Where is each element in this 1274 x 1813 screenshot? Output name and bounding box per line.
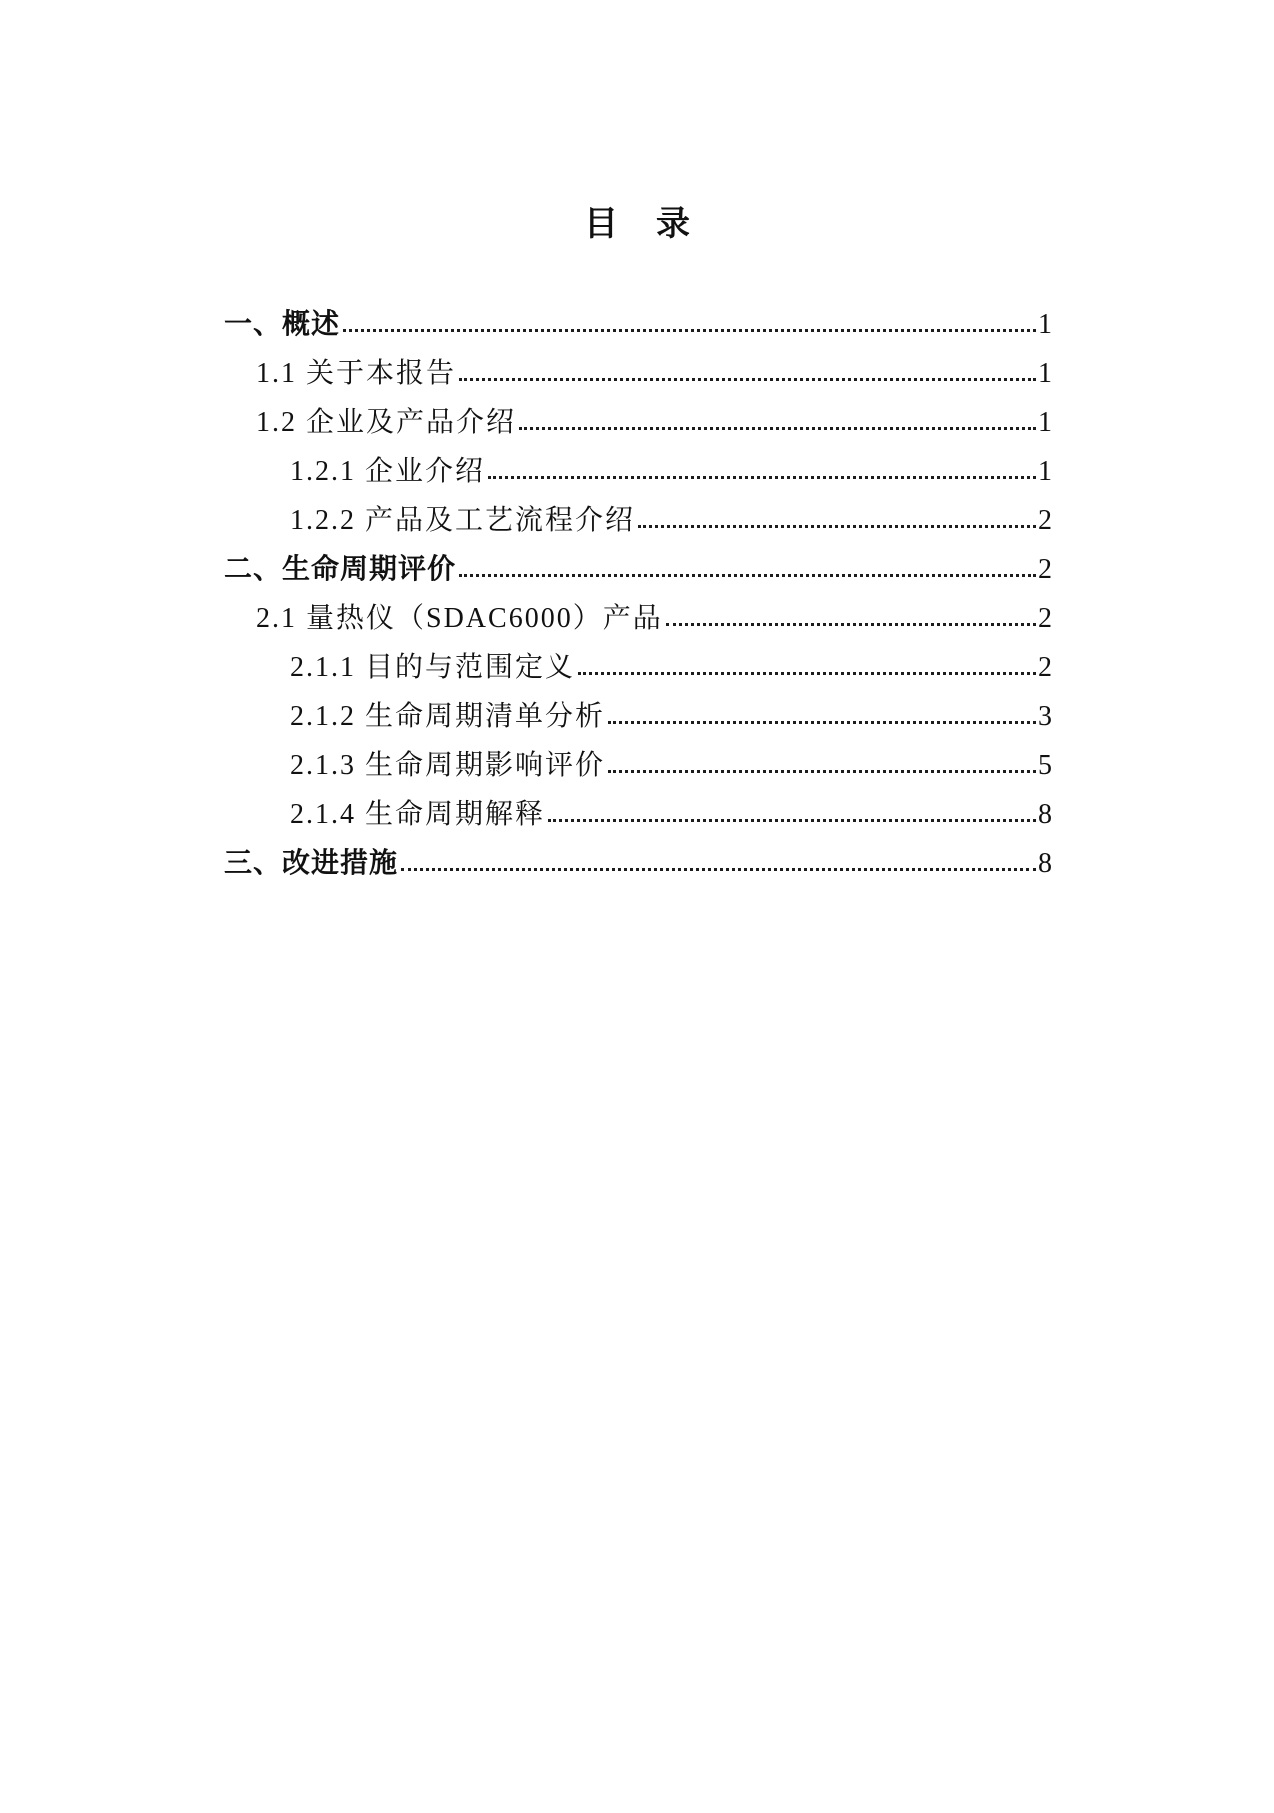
dot-leader	[608, 770, 1036, 773]
toc-entry-label: 1.2 企业及产品介绍	[256, 407, 517, 438]
toc-entry	[224, 752, 1052, 780]
dot-leader	[638, 525, 1036, 528]
dot-leader	[343, 329, 1036, 332]
toc-entry-label: 二、生命周期评价	[224, 554, 457, 585]
toc-entry-label: 1.2.2 产品及工艺流程介绍	[290, 505, 636, 536]
toc-page-number: 2	[1038, 603, 1052, 634]
toc-entry	[224, 654, 1052, 682]
dot-leader	[519, 427, 1036, 430]
toc-page-number: 2	[1038, 505, 1052, 536]
toc-entry	[224, 605, 1052, 633]
toc-entry-label: 2.1.1 目的与范围定义	[290, 652, 576, 683]
toc-page-number: 2	[1038, 652, 1052, 683]
toc-page-number: 8	[1038, 799, 1052, 830]
toc-page-number: 1	[1038, 309, 1052, 340]
toc-entry	[224, 409, 1052, 437]
toc-entry	[224, 850, 1052, 878]
toc-page-number: 8	[1038, 848, 1052, 879]
toc-entry	[224, 458, 1052, 486]
toc-page-number: 3	[1038, 701, 1052, 732]
toc-page-number: 5	[1038, 750, 1052, 781]
toc-page-number: 1	[1038, 407, 1052, 438]
toc-entry-label: 2.1.4 生命周期解释	[290, 799, 546, 830]
dot-leader	[459, 574, 1036, 577]
toc-entry-label: 2.1 量热仪（SDAC6000）产品	[256, 603, 663, 634]
toc-entry	[224, 311, 1052, 339]
toc-entry	[224, 360, 1052, 388]
table-of-contents	[224, 311, 1052, 878]
dot-leader	[608, 721, 1036, 724]
toc-entry-label: 三、改进措施	[224, 848, 399, 879]
dot-leader	[401, 868, 1036, 871]
toc-page-number: 1	[1038, 358, 1052, 389]
toc-entry	[224, 801, 1052, 829]
dot-leader	[488, 476, 1036, 479]
dot-leader	[578, 672, 1036, 675]
toc-entry-label: 1.2.1 企业介绍	[290, 456, 486, 487]
toc-entry	[224, 507, 1052, 535]
toc-entry	[224, 703, 1052, 731]
toc-entry-label: 1.1 关于本报告	[256, 358, 457, 389]
toc-entry-label: 2.1.2 生命周期清单分析	[290, 701, 606, 732]
toc-page-number: 1	[1038, 456, 1052, 487]
toc-entry	[224, 556, 1052, 584]
toc-entry-label: 2.1.3 生命周期影响评价	[290, 750, 606, 781]
page-title: 目 录	[584, 206, 692, 243]
toc-page-number: 2	[1038, 554, 1052, 585]
dot-leader	[666, 623, 1036, 626]
toc-entry-label: 一、概述	[224, 309, 341, 340]
dot-leader	[459, 378, 1036, 381]
dot-leader	[548, 819, 1036, 822]
